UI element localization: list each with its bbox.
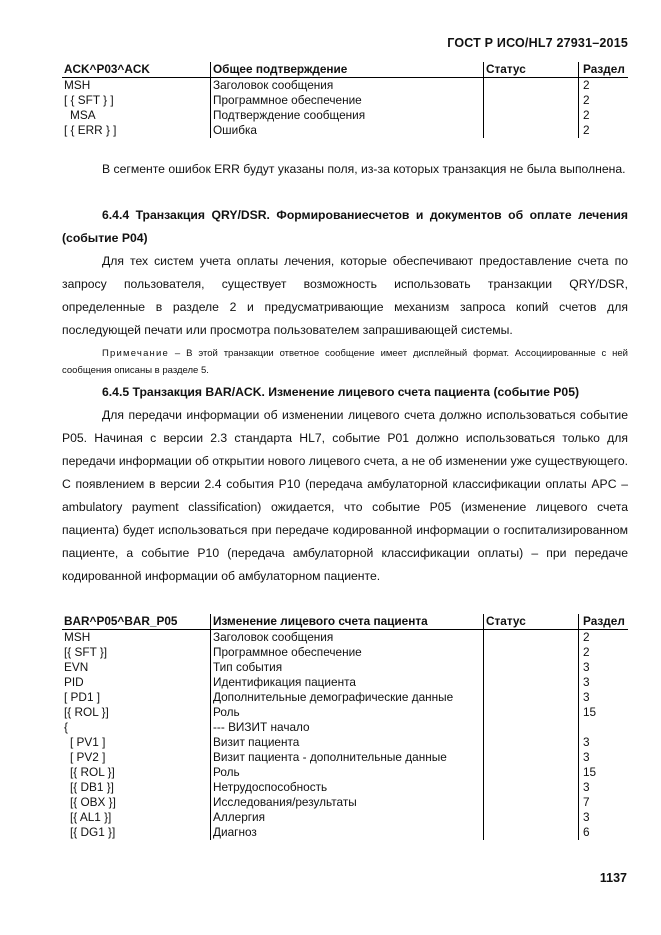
table-header-row [62, 62, 628, 78]
segment-section: 15 [579, 765, 629, 780]
segment-description: Диагноз [211, 825, 484, 840]
segment-code: [{ SFT }] [64, 645, 108, 659]
segment-description: Программное обеспечение [211, 93, 484, 108]
note-paragraph [62, 345, 628, 379]
segment-section: 2 [579, 93, 629, 108]
segment-description: Роль [211, 705, 484, 720]
segment-section: 3 [579, 660, 629, 675]
paragraph-err-segment: В сегменте ошибок ERR будут указаны поля, из-за которых транзакция не была выполнена. [102, 162, 626, 176]
segment-section: 2 [579, 630, 629, 646]
table-row [62, 765, 628, 780]
segment-status [484, 705, 579, 720]
segment-code: [{ DB1 }] [70, 780, 114, 794]
segment-status [484, 795, 579, 810]
column-header-section: Раздел [579, 614, 629, 630]
segment-code: { [64, 720, 68, 734]
segment-status [484, 765, 579, 780]
table-row [62, 705, 628, 720]
segment-section: 3 [579, 780, 629, 795]
segment-section: 3 [579, 735, 629, 750]
note-label: Примечание [102, 348, 169, 359]
table-row [62, 645, 628, 660]
segment-description: Аллергия [211, 810, 484, 825]
table-row [62, 735, 628, 750]
segment-status [484, 630, 579, 646]
segment-table-ack [62, 62, 628, 138]
segment-code: MSA [70, 108, 96, 122]
table-row [62, 825, 628, 840]
segment-status [484, 93, 579, 108]
table-row [62, 690, 628, 705]
segment-code: [ PV2 ] [70, 750, 106, 764]
table-row [62, 810, 628, 825]
segment-code: [ { SFT } ] [64, 93, 114, 107]
section-heading-6-4-4: 6.4.4 Транзакция QRY/DSR. Формированиесчетов и документов об оплате лечения (событие P04) [62, 208, 628, 245]
segment-description: Визит пациента - дополнительные данные [211, 750, 484, 765]
segment-section [579, 720, 629, 735]
segment-code: [{ ROL }] [70, 765, 115, 779]
segment-section: 3 [579, 750, 629, 765]
segment-code: [{ ROL }] [64, 705, 109, 719]
segment-code: PID [64, 675, 84, 689]
segment-code: MSH [64, 630, 91, 644]
segment-description: --- ВИЗИТ начало [211, 720, 484, 735]
table-row [62, 795, 628, 810]
document-header: ГОСТ Р ИСО/HL7 27931–2015 [447, 36, 628, 50]
column-header-message: ACK^P03^ACK [62, 62, 211, 78]
segment-table-bar [62, 614, 628, 840]
segment-description: Нетрудоспособность [211, 780, 484, 795]
segment-section: 3 [579, 810, 629, 825]
segment-status [484, 825, 579, 840]
segment-code: [ PV1 ] [70, 735, 106, 749]
segment-description: Подтверждение сообщения [211, 108, 484, 123]
segment-description: Роль [211, 765, 484, 780]
column-header-status: Статус [484, 62, 579, 78]
segment-description: Ошибка [211, 123, 484, 138]
segment-status [484, 735, 579, 750]
segment-status [484, 108, 579, 123]
segment-description: Заголовок сообщения [211, 78, 484, 94]
section-heading-6-4-5: 6.4.5 Транзакция BAR/ACK. Изменение лицевого счета пациента (событие P05) [102, 385, 580, 399]
segment-status [484, 810, 579, 825]
segment-section: 2 [579, 123, 629, 138]
segment-section: 2 [579, 108, 629, 123]
segment-section: 2 [579, 645, 629, 660]
segment-status [484, 645, 579, 660]
segment-description: Идентификация пациента [211, 675, 484, 690]
table-row [62, 108, 628, 123]
segment-section: 15 [579, 705, 629, 720]
segment-status [484, 675, 579, 690]
paragraph-qry-dsr: Для тех систем учета оплаты лечения, которые обеспечивают предоставление счета по запросу пользователя, существует возможность использовать транзакции QRY/DSR, определенные в разделе 2 и предусматривающие механизм запроса копий счетов для последующей печати или просмотра пользователем запрашивающей системы. [62, 254, 628, 337]
segment-code: [{ AL1 }] [70, 810, 112, 824]
table-row [62, 750, 628, 765]
table-row [62, 780, 628, 795]
segment-description: Визит пациента [211, 735, 484, 750]
note-text: – В этой транзакции ответное сообщение имеет дисплейный формат. Ассоциированные с ней сообщения описаны в разделе 5. [62, 348, 628, 376]
column-header-status: Статус [484, 614, 579, 630]
segment-section: 3 [579, 675, 629, 690]
segment-code: EVN [64, 660, 89, 674]
column-header-section: Раздел [579, 62, 629, 78]
segment-description: Дополнительные демографические данные [211, 690, 484, 705]
paragraph-bar-ack: Для передачи информации об изменении лицевого счета должно использоваться событие P05. Начиная с версии 2.3 стандарта HL7, событие P01 должно использоваться только для передачи информации об открытии нового лицевого счета, а не об изменении уже существующего. С появлением в версии 2.4 события P10 (передача амбулаторной классификации оплаты APC – ambulatory payment classification) ожидается, что событие P05 (изменение лицевого счета пациента) будет использоваться при передаче кодированной информации о госпитализированном пациенте, а событие P10 (передача амбулаторной классификации оплаты) – при передаче кодированной информации об амбулаторном пациенте. [62, 408, 628, 583]
segment-status [484, 780, 579, 795]
table-row [62, 720, 628, 735]
segment-code: [{ OBX }] [70, 795, 116, 809]
segment-description: Тип события [211, 660, 484, 675]
segment-status [484, 123, 579, 138]
table-header-row [62, 614, 628, 630]
segment-status [484, 78, 579, 94]
segment-code: MSH [64, 78, 91, 92]
table-row [62, 78, 628, 94]
segment-status [484, 720, 579, 735]
segment-code: [ { ERR } ] [64, 123, 117, 137]
segment-description: Исследования/результаты [211, 795, 484, 810]
table-row [62, 675, 628, 690]
column-header-description: Общее подтверждение [211, 62, 484, 78]
table-row [62, 660, 628, 675]
column-header-message: BAR^P05^BAR_P05 [62, 614, 211, 630]
column-header-description: Изменение лицевого счета пациента [211, 614, 484, 630]
segment-status [484, 660, 579, 675]
segment-section: 3 [579, 690, 629, 705]
segment-status [484, 690, 579, 705]
table-row [62, 123, 628, 138]
segment-code: [ PD1 ] [64, 690, 101, 704]
page-number: 1137 [599, 871, 627, 885]
table-row [62, 630, 628, 646]
segment-description: Заголовок сообщения [211, 630, 484, 646]
segment-section: 7 [579, 795, 629, 810]
segment-section: 2 [579, 78, 629, 94]
segment-section: 6 [579, 825, 629, 840]
segment-description: Программное обеспечение [211, 645, 484, 660]
segment-code: [{ DG1 }] [70, 825, 116, 839]
table-row [62, 93, 628, 108]
segment-status [484, 750, 579, 765]
